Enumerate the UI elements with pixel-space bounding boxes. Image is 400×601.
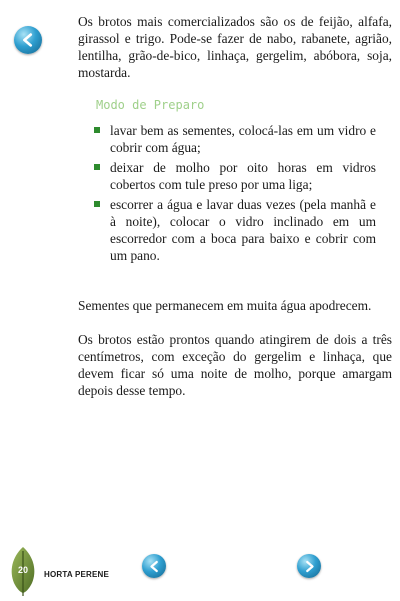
back-button[interactable]	[14, 26, 42, 54]
intro-paragraph: Os brotos mais comercializados são os de feijão, alfafa, girassol e trigo. Pode-se fazer de nabo, rabanete, agrião, lentilha, grão-de-bico, linhaça, gergelim, abóbora, soja, mostarda.	[78, 14, 392, 80]
list-item	[94, 159, 376, 193]
arrow-right-icon	[302, 559, 317, 574]
rotting-note-paragraph: Sementes que permanecem em muita água apodrecem.	[78, 298, 372, 313]
step-text: lavar bem as sementes, colocá-las em um vidro e cobrir com água;	[110, 123, 376, 155]
ready-note-paragraph: Os brotos estão prontos quando atingirem de dois a três centímetros, com exceção do gergelim e linhaça, que devem ficar só uma noite de molho, porque amargam depois desse tempo.	[78, 332, 392, 398]
preparation-steps-list	[94, 122, 376, 267]
page-number: 20	[17, 565, 28, 575]
section-title: Modo de Preparo	[96, 98, 205, 112]
bullet-icon	[94, 164, 100, 170]
arrow-left-icon	[19, 31, 37, 49]
step-text: deixar de molho por oito horas em vidros cobertos com tule preso por uma liga;	[110, 160, 376, 192]
list-item	[94, 196, 376, 264]
next-page-button[interactable]	[297, 554, 321, 578]
bullet-icon	[94, 201, 100, 207]
previous-page-button[interactable]	[142, 554, 166, 578]
bullet-icon	[94, 127, 100, 133]
step-text: escorrer a água e lavar duas vezes (pela manhã e à noite), colocar o vidro inclinado em um escorredor com a boca para baixo e cobrir com um pano.	[110, 197, 376, 263]
list-item	[94, 122, 376, 156]
book-title: HORTA PERENE	[44, 570, 110, 579]
arrow-left-icon	[147, 559, 162, 574]
